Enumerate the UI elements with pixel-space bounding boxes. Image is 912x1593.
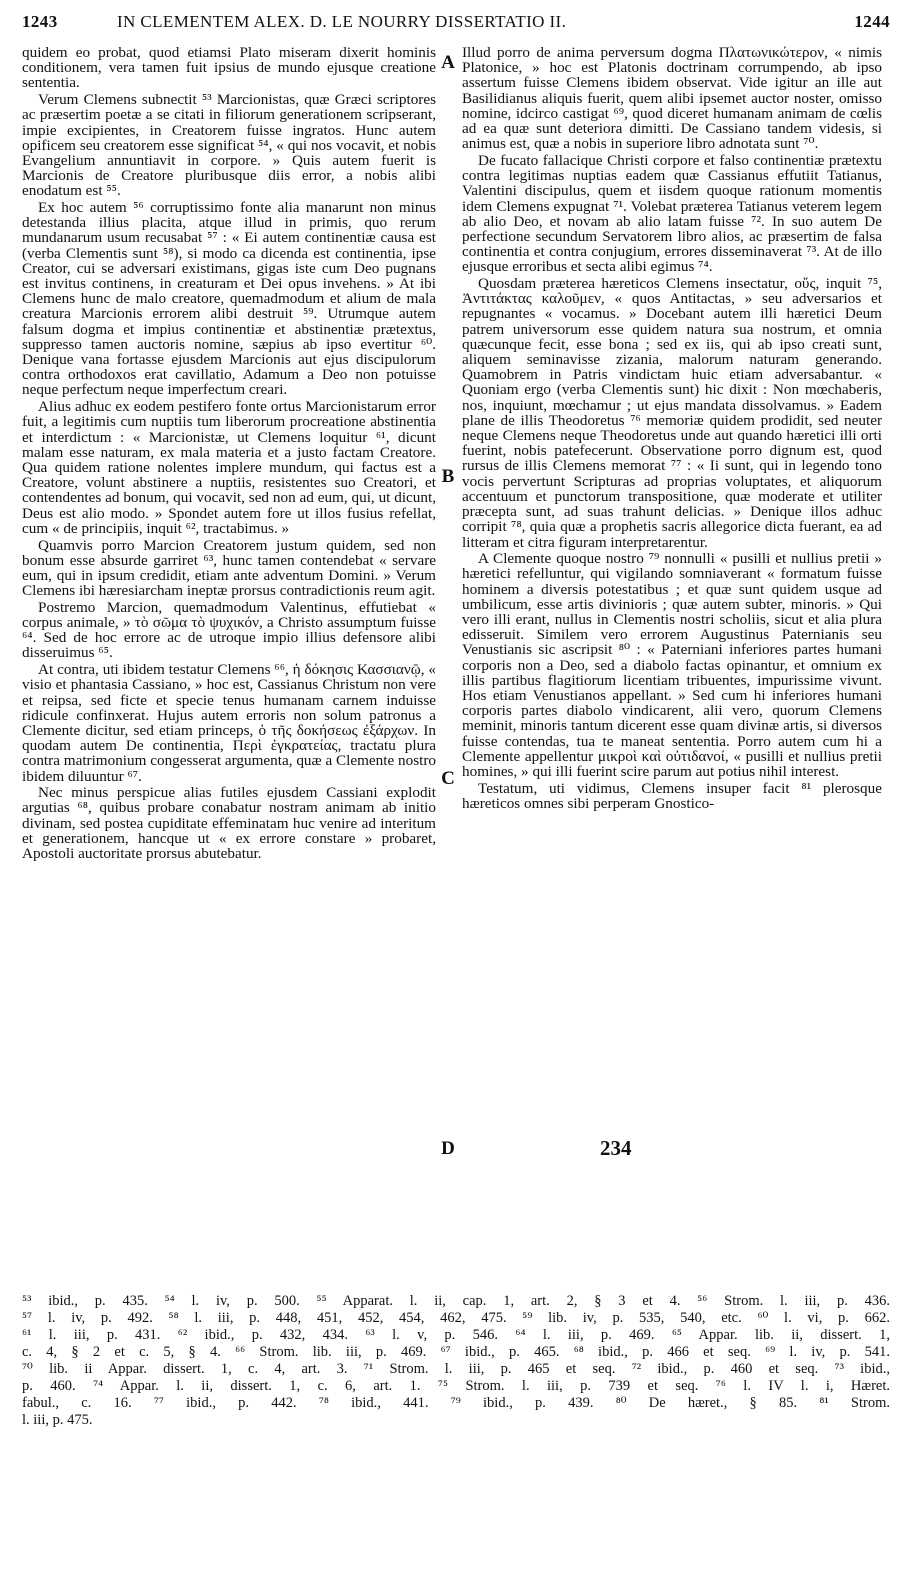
paragraph: At contra, uti ibidem testatur Clemens ⁶⁶, ἡ δόκησις Κασσιανῷ, « visio et phantasia Cassiano, » hoc est, Cassianus Christum non vere et reipsa, sed ficte et specie tenus humanam carnem induisse ridicule confinxerat. Hujus autem erroris non solum patronus a Clemente dicitur, sed etiam princeps, ὁ τῆς δοκήσεως ἐξάρχων. In quodam autem De continentia, Περὶ ἐγκρατείας, tractatu plura contra matrimonium congesserat argumenta, quæ a Clemente nostro ibidem diluuntur ⁶⁷. (22, 661, 436, 785)
running-header (22, 12, 890, 38)
margin-marker-d: D (441, 1138, 455, 1159)
footnote-line: l. iii, p. 475. (22, 1412, 93, 1428)
paragraph: Quosdam præterea hæreticos Clemens insectatur, οὕς, inquit ⁷⁵, Ἀντιτάκτας καλοῦμεν, « quos Antitactas, » seu adversarios et repugnantes « vocamus. » Docebant autem illi hæretici Deum patrem universorum esse quidem natura sua nostrum, et omnia quæcunque fecit, esse bona ; sed ex iis, qui ab ipso creati sunt, aliquem seminavisse zizania, malorum naturam generando. Quamobrem in Patris vindictam huic etiam adversabantur. « Quoniam ergo (verba Clementis sunt) hic dixit : Non mœchaberis, nos, inquiunt, mœchamur ; ut ejus mandata dissolvamus. » Eadem plane de illis Theodoretus ⁷⁶ memoriæ quidem prodidit, sed neuter neque Clemens neque Theodoretus unde aut quando hæretici illi orti fuerint, nobis patefecerunt. Observatione porro dignum est, quod rursus de illis Clemens memorat ⁷⁷ : « Ii sunt, qui in legendo tono vocis pervertunt Scripturas ad proprias voluptates, et aliquorum accentuum et punctorum transpositione, quæ moderate et utiliter præcepta sunt, ad suas trahunt delicias. » Denique illos adhuc corripit ⁷⁸, quia quæ a prophetis sacris allegorice dicta fuerant, ea ad litteram et citra figuram interpretarentur. (462, 275, 882, 551)
right-column (462, 45, 882, 1285)
paragraph: Ex hoc autem ⁵⁶ corruptissimo fonte alia manarunt non minus detestanda illius placita, atque illud in primis, quo rerum mundanarum usum recusabat ⁵⁷ : « Ei autem continentiæ causa est (verba Clementis sunt ⁵⁸), si modo ca dicenda est continentia, ipse Creator, cui se adversari existimans, gigas iste cum Deo pugnans est invitus continens, in creaturam et Dei opus invehens. » At ibi Clemens hunc de malo creatore, quemadmodum et alium de mala creatura Marcionis errorem alibi destruit ⁵⁹. Utrumque autem falsum dogma et impius continentiæ et abstinentiæ prætextus, suppresso tamen auctoris nomine, sæpius ab ipso evertitur ⁶⁰. Denique vana fortasse ejusdem Marcionis aut ejus discipulorum contra orthodoxos erat cavillatio, Adamum a Deo non potuisse neque perfectum neque imperfectum creari. (22, 199, 436, 399)
margin-marker-a: A (441, 52, 455, 73)
page-number-right: 1244 (854, 12, 890, 31)
paragraph: Testatum, uti vidimus, Clemens insuper facit ⁸¹ plerosque hæreticos omnes sibi perperam Gnostico- (462, 779, 882, 812)
running-title: IN CLEMENTEM ALEX. D. LE NOURRY DISSERTATIO II. (117, 12, 567, 31)
printed-column-number: 234 (600, 1136, 632, 1160)
paragraph: Illud porro de anima perversum dogma Πλατωνικώτερον, « nimis Platonice, » hoc est Platonis doctrinam corrumpendo, ab ipso assertum fuisse Clemens ibidem observat. Vide igitur an ille aut Basilidianus aliquis fuerit, quem alibi ipsemet auctor noster, omisso nomine, idcirco castigat ⁶⁹, quod diceret humanam animam de cœlis ad ea quæ sunt deteriora dimitti. De Cassiano tandem videsis, si animus est, quæ a nobis in superiore libro adnotata sunt ⁷⁰. (462, 45, 882, 153)
footnote-line: ⁵³ ibid., p. 435. ⁵⁴ l. iv, p. 500. ⁵⁵ Apparat. l. ii, cap. 1, art. 2, § 3 et 4. ⁵⁶ Strom. l. iii, p. 436. (22, 1293, 890, 1309)
paragraph: A Clemente quoque nostro ⁷⁹ nonnulli « pusilli et nullius pretii » hæretici refelluntur, qui vigilando somniaverant « formatum fuisse hominem a diversis potestatibus ; et quæ sunt quidem usque ad umbilicum, esse artis divinioris ; quæ autem subter, minoris. » Qui vero illi erant, nullus in Clementis nostri scholiis, sicut et alia plura edisseruit. Similem vero errorem Augustinus Paternianis seu Venustianis sic ascripsit ⁸⁰ : « Paterniani inferiores partes humani corporis non a Deo, sed a diabolo factas opinantur, et omnium ex illis partibus flagitiorum licentiam tribuentes, impurissime vivunt. Hos etiam Venustianos appellant. » Sed cum hi inferiores humani corporis partes diabolo vindicarent, alii vero, quorum Clemens meminit, minoris tantum dicerent esse quam divinæ artis, si diversos fuisse contendas, tua te maneat sententia. Porro autem cum hi a Clemente appellentur μικροὶ καὶ οὐτιδανοί, « pusilli et nullius pretii homines, » qui illi fuerint scire parum aut potius nihil interest. (462, 550, 882, 781)
paragraph: De fucato fallacique Christi corpore et falso continentiæ prætextu contra legitimas nuptias eadem quæ Cassianus effutiit Tatianus, Valentini discipulus, quem et iisdem quoque rationum momentis idem Clemens expugnat ⁷¹. Volebat præterea Tatianus veterem legem ab alio Deo, et novam ab alio latam fuisse ⁷². In suo autem De perfectione secundum Servatorem libro alios, ac præsertim de falsa continentia et contra conjugium, errores disseminaverat ⁷³. At de illo ejusque erroribus et secta alibi egimus ⁷⁴. (462, 151, 882, 276)
margin-marker-b: B (441, 466, 455, 487)
footnote-line: ⁷⁰ lib. ii Appar. dissert. 1, c. 4, art. 3. ⁷¹ Strom. l. iii, p. 465 et seq. ⁷² ibid., p. 460 et seq. ⁷³ ibid., (22, 1361, 890, 1377)
left-column (22, 45, 436, 1285)
paragraph: Nec minus perspicue alias futiles ejusdem Cassiani explodit argutias ⁶⁸, quibus probare conabatur nostram animam ab initio divinam, sed postea cupiditate effeminatam huc venire ad interitum et generationem, hancque ut « ex errore constare » probaret, Apostoli auctoritate prorsus abutebatur. (22, 784, 436, 863)
paragraph: Alius adhuc ex eodem pestifero fonte ortus Marcionistarum error fuit, a legitimis cum nuptiis tum liberorum procreatione abstinentia et interdictum : « Marcionistæ, ut Clemens loquitur ⁶¹, dicunt malam esse naturam, ex mala materia et a justo factam Creatore. Qua quidem ratione nolentes implere mundum, qui factus est a Creatore, volunt abstinere a nuptiis, resistentes suo Creatori, et contendentes ad bonum, qui vocavit, sed non ad eum, qui, ut dicunt, Deus est alio modo. » Spondet autem fore ut illos fusius refellat, cum « de principiis, inquit ⁶², tractabimus. » (22, 398, 436, 537)
footnote-line: ⁶¹ l. iii, p. 431. ⁶² ibid., p. 432, 434. ⁶³ l. v, p. 546. ⁶⁴ l. iii, p. 469. ⁶⁵ Appar. lib. ii, dissert. 1, (22, 1327, 890, 1343)
page-number-left: 1243 (22, 12, 58, 31)
footnote-line: fabul., c. 16. ⁷⁷ ibid., p. 442. ⁷⁸ ibid., 441. ⁷⁹ ibid., p. 439. ⁸⁰ De hæret., § 85. ⁸¹ Strom. (22, 1395, 890, 1411)
paragraph: Quamvis porro Marcion Creatorem justum quidem, sed non bonum esse absurde garriret ⁶³, hunc tamen contendebat « servare eum, qui in ipsum credidit, etiam ante adventum Domini. » Verum Clemens ibi hæresiarcham ineptæ prorsus contradictionis reum agit. (22, 536, 436, 600)
paragraph: quidem eo probat, quod etiamsi Plato miseram dixerit hominis conditionem, vera tamen fuit ipsius de mundo ejusque creatione sententia. (22, 45, 436, 92)
footnote-line: p. 460. ⁷⁴ Appar. l. ii, dissert. 1, c. 6, art. 1. ⁷⁵ Strom. l. iii, p. 739 et seq. ⁷⁶ l. IV l. i, Hæret. (22, 1378, 890, 1394)
paragraph: Postremo Marcion, quemadmodum Valentinus, effutiebat « corpus animale, » τὸ σῶμα τὸ ψυχικόν, a Christo assumptum fuisse ⁶⁴. Sed de hoc errore ac de utroque impio illius defensore alibi disseruimus ⁶⁵. (22, 598, 436, 662)
footnote-line: ⁵⁷ l. iv, p. 492. ⁵⁸ l. iii, p. 448, 451, 452, 454, 462, 475. ⁵⁹ lib. iv, p. 535, 540, etc. ⁶⁰ l. vi, p. 662. (22, 1310, 890, 1326)
margin-marker-c: C (441, 768, 455, 789)
paragraph: Verum Clemens subnectit ⁵³ Marcionistas, quæ Græci scriptores ac præsertim poetæ a se citati in filiorum generationem scripserant, impie excipientes, in Creatorem fuisse ingratos. Hunc autem opificem seu creatorem esse significat ⁵⁴, « qui nos vocavit, et nobis Evangelium annuntiavit in corpore. » Quis autem fuerit is Marcionis de Creatore pluribusque diis error, a nobis alibi enodatum est ⁵⁵. (22, 91, 436, 200)
footnote-line: c. 4, § 2 et c. 5, § 4. ⁶⁶ Strom. lib. iii, p. 469. ⁶⁷ ibid., p. 465. ⁶⁸ ibid., p. 466 et seq. ⁶⁹ l. iv, p. 541. (22, 1344, 890, 1360)
footnotes (22, 1293, 890, 1429)
